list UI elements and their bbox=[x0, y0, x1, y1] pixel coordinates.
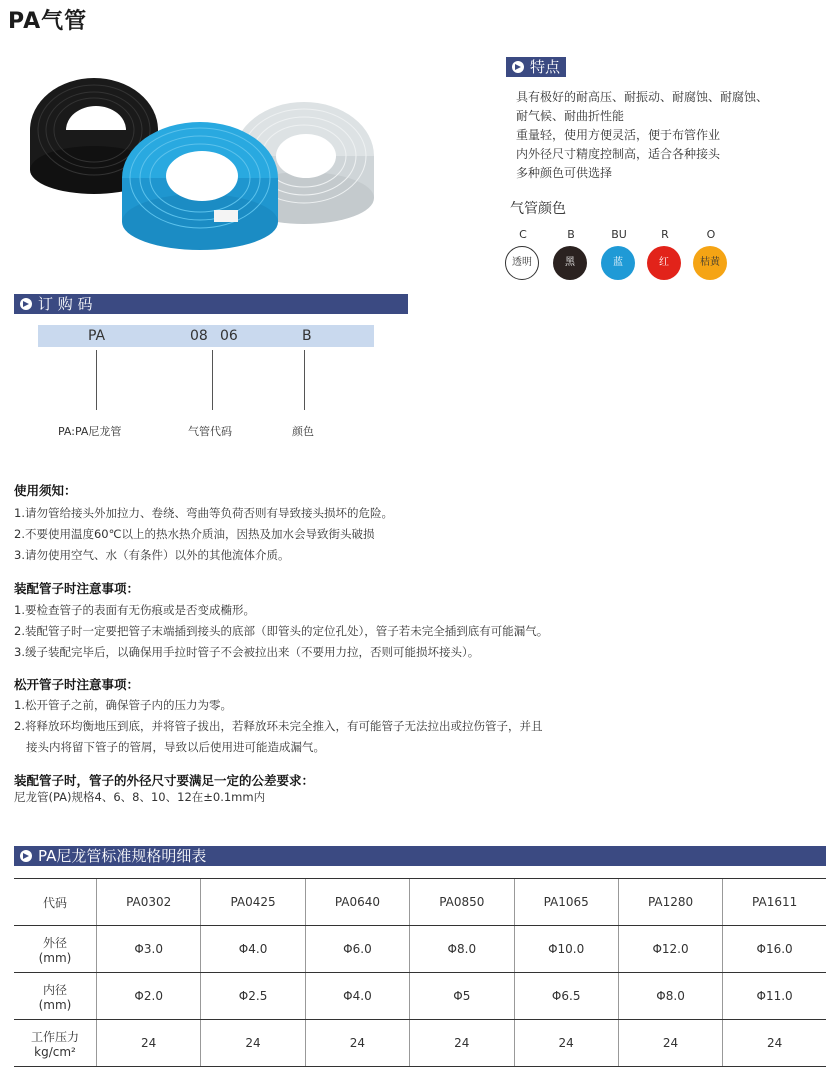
arrow-right-icon bbox=[512, 61, 524, 73]
arrow-right-icon bbox=[20, 298, 32, 310]
table-cell: PA1065 bbox=[514, 879, 618, 926]
row-label-unit: (mm) bbox=[38, 997, 72, 1012]
table-cell: Φ6.5 bbox=[514, 973, 618, 1020]
arrow-right-icon bbox=[20, 850, 32, 862]
table-cell: 24 bbox=[97, 1020, 201, 1067]
table-cell: PA1611 bbox=[723, 879, 826, 926]
note-line: 3.请勿使用空气、水（有条件）以外的其他流体介质。 bbox=[14, 548, 290, 562]
note-line: 3.缓子装配完毕后，以确保用手拉时管子不会被拉出来（不要用力拉，否则可能损坏接头）。 bbox=[14, 645, 480, 659]
table-cell: Φ4.0 bbox=[305, 973, 409, 1020]
color-dot: 红 bbox=[647, 246, 681, 280]
tube-colors bbox=[505, 228, 735, 288]
spec-table-header bbox=[14, 846, 826, 866]
table-cell: PA0850 bbox=[410, 879, 514, 926]
color-dot: 桔黄 bbox=[693, 246, 727, 280]
order-code-header-label: 订 购 码 bbox=[38, 295, 93, 313]
notes-section bbox=[14, 481, 814, 811]
color-swatch-r bbox=[647, 228, 683, 280]
assembly-title: 装配管子时注意事项： bbox=[14, 581, 140, 596]
table-row bbox=[14, 879, 826, 926]
color-swatch-b bbox=[553, 228, 589, 280]
table-cell: 24 bbox=[305, 1020, 409, 1067]
row-label bbox=[14, 879, 97, 926]
table-cell: Φ6.0 bbox=[305, 926, 409, 973]
row-label-unit: kg/cm² bbox=[34, 1044, 76, 1059]
table-cell: Φ16.0 bbox=[723, 926, 826, 973]
table-row bbox=[14, 973, 826, 1020]
table-cell: PA0302 bbox=[97, 879, 201, 926]
note-line: 2.不要使用温度60℃以上的热水热介质油，因热及加水会导致街头破损 bbox=[14, 527, 375, 541]
table-cell: Φ10.0 bbox=[514, 926, 618, 973]
feature-line: 内外径尺寸精度控制高，适合各种接头 bbox=[516, 147, 721, 161]
table-row bbox=[14, 1020, 826, 1067]
tolerance-line: 尼龙管(PA)规格4、6、8、10、12在±0.1mm内 bbox=[14, 790, 266, 804]
row-label bbox=[14, 1020, 97, 1067]
code-label-color: 颜色 bbox=[292, 425, 314, 438]
order-code-header bbox=[14, 294, 408, 314]
color-swatch-c bbox=[505, 228, 541, 280]
table-cell: 24 bbox=[514, 1020, 618, 1067]
color-code: B bbox=[567, 228, 575, 241]
row-label-unit: (mm) bbox=[38, 950, 72, 965]
color-swatch-bu bbox=[601, 228, 637, 280]
release-title: 松开管子时注意事项： bbox=[14, 677, 140, 692]
row-label-text: 代码 bbox=[42, 895, 67, 910]
code-prefix: PA bbox=[88, 328, 106, 344]
table-cell: Φ12.0 bbox=[618, 926, 722, 973]
note-line: 接头内将留下管子的管屑，导致以后使用进可能造成漏气。 bbox=[26, 740, 325, 754]
code-color: B bbox=[302, 328, 312, 344]
note-line: 2.将释放环均衡地压到底，并将管子拔出，若释放环未完全推入，有可能管子无法拉出或拉伤管子，并且 bbox=[14, 719, 543, 733]
connector-line bbox=[304, 350, 305, 410]
table-row bbox=[14, 926, 826, 973]
features-header-label: 特点 bbox=[530, 58, 561, 76]
table-cell: 24 bbox=[723, 1020, 826, 1067]
note-line: 1.请勿管给接头外加拉力、卷绕、弯曲等负荷否则有导致接头损坏的危险。 bbox=[14, 506, 393, 520]
color-code: C bbox=[519, 228, 527, 241]
color-code: R bbox=[661, 228, 669, 241]
table-cell: Φ4.0 bbox=[201, 926, 305, 973]
blue-coil bbox=[122, 122, 278, 250]
code-inner: 06 bbox=[220, 328, 238, 344]
order-code-strip bbox=[38, 325, 374, 347]
row-label-text: 内径 bbox=[42, 982, 67, 997]
table-cell: Φ2.0 bbox=[97, 973, 201, 1020]
note-line: 1.要检查管子的表面有无伤痕或是否变成椭形。 bbox=[14, 603, 255, 617]
color-dot: 黑 bbox=[553, 246, 587, 280]
table-cell: 24 bbox=[201, 1020, 305, 1067]
page-title: PA气管 bbox=[8, 9, 88, 34]
color-code: O bbox=[706, 228, 716, 241]
code-label-prefix: PA:PA尼龙管 bbox=[58, 425, 122, 438]
table-cell: Φ3.0 bbox=[97, 926, 201, 973]
feature-line: 多种颜色可供选择 bbox=[516, 166, 613, 180]
table-cell: Φ11.0 bbox=[723, 973, 826, 1020]
feature-line: 具有极好的耐高压、耐振动、耐腐蚀、耐腐蚀、 bbox=[516, 90, 769, 104]
table-cell: PA0640 bbox=[305, 879, 409, 926]
row-label bbox=[14, 973, 97, 1020]
code-label-size: 气管代码 bbox=[188, 425, 232, 438]
color-dot: 蓝 bbox=[601, 246, 635, 280]
connector-line bbox=[212, 350, 213, 410]
table-cell: Φ5 bbox=[410, 973, 514, 1020]
table-cell: 24 bbox=[618, 1020, 722, 1067]
spec-table-header-label: PA尼龙管标准规格明细表 bbox=[38, 847, 207, 865]
tolerance-title: 装配管子时，管子的外径尺寸要满足一定的公差要求： bbox=[14, 773, 315, 788]
color-swatch-o bbox=[693, 228, 729, 280]
features-list bbox=[516, 88, 768, 183]
note-line: 1.松开管子之前，确保管子内的压力为零。 bbox=[14, 698, 232, 712]
connector-line bbox=[96, 350, 97, 410]
note-line: 2.装配管子时一定要把管子末端插到接头的底部（即管头的定位孔处），管子若未完全插到底有可能漏气。 bbox=[14, 624, 549, 638]
color-code: BU bbox=[611, 228, 627, 241]
spec-table bbox=[14, 878, 826, 1067]
row-label bbox=[14, 926, 97, 973]
color-dot: 透明 bbox=[505, 246, 539, 280]
table-cell: 24 bbox=[410, 1020, 514, 1067]
product-photo bbox=[22, 60, 382, 260]
table-cell: Φ8.0 bbox=[618, 973, 722, 1020]
row-label-text: 工作压力 bbox=[30, 1029, 79, 1044]
code-outer: 08 bbox=[190, 328, 208, 344]
usage-title: 使用须知： bbox=[14, 483, 77, 498]
table-cell: PA1280 bbox=[618, 879, 722, 926]
feature-line: 耐气候、耐曲折性能 bbox=[516, 109, 625, 123]
table-cell: Φ8.0 bbox=[410, 926, 514, 973]
features-header bbox=[506, 57, 566, 77]
row-label-text: 外径 bbox=[42, 935, 67, 950]
feature-line: 重量轻，使用方便灵活，便于布管作业 bbox=[516, 128, 721, 142]
table-cell: PA0425 bbox=[201, 879, 305, 926]
table-cell: Φ2.5 bbox=[201, 973, 305, 1020]
tube-colors-title: 气管颜色 bbox=[510, 201, 566, 217]
